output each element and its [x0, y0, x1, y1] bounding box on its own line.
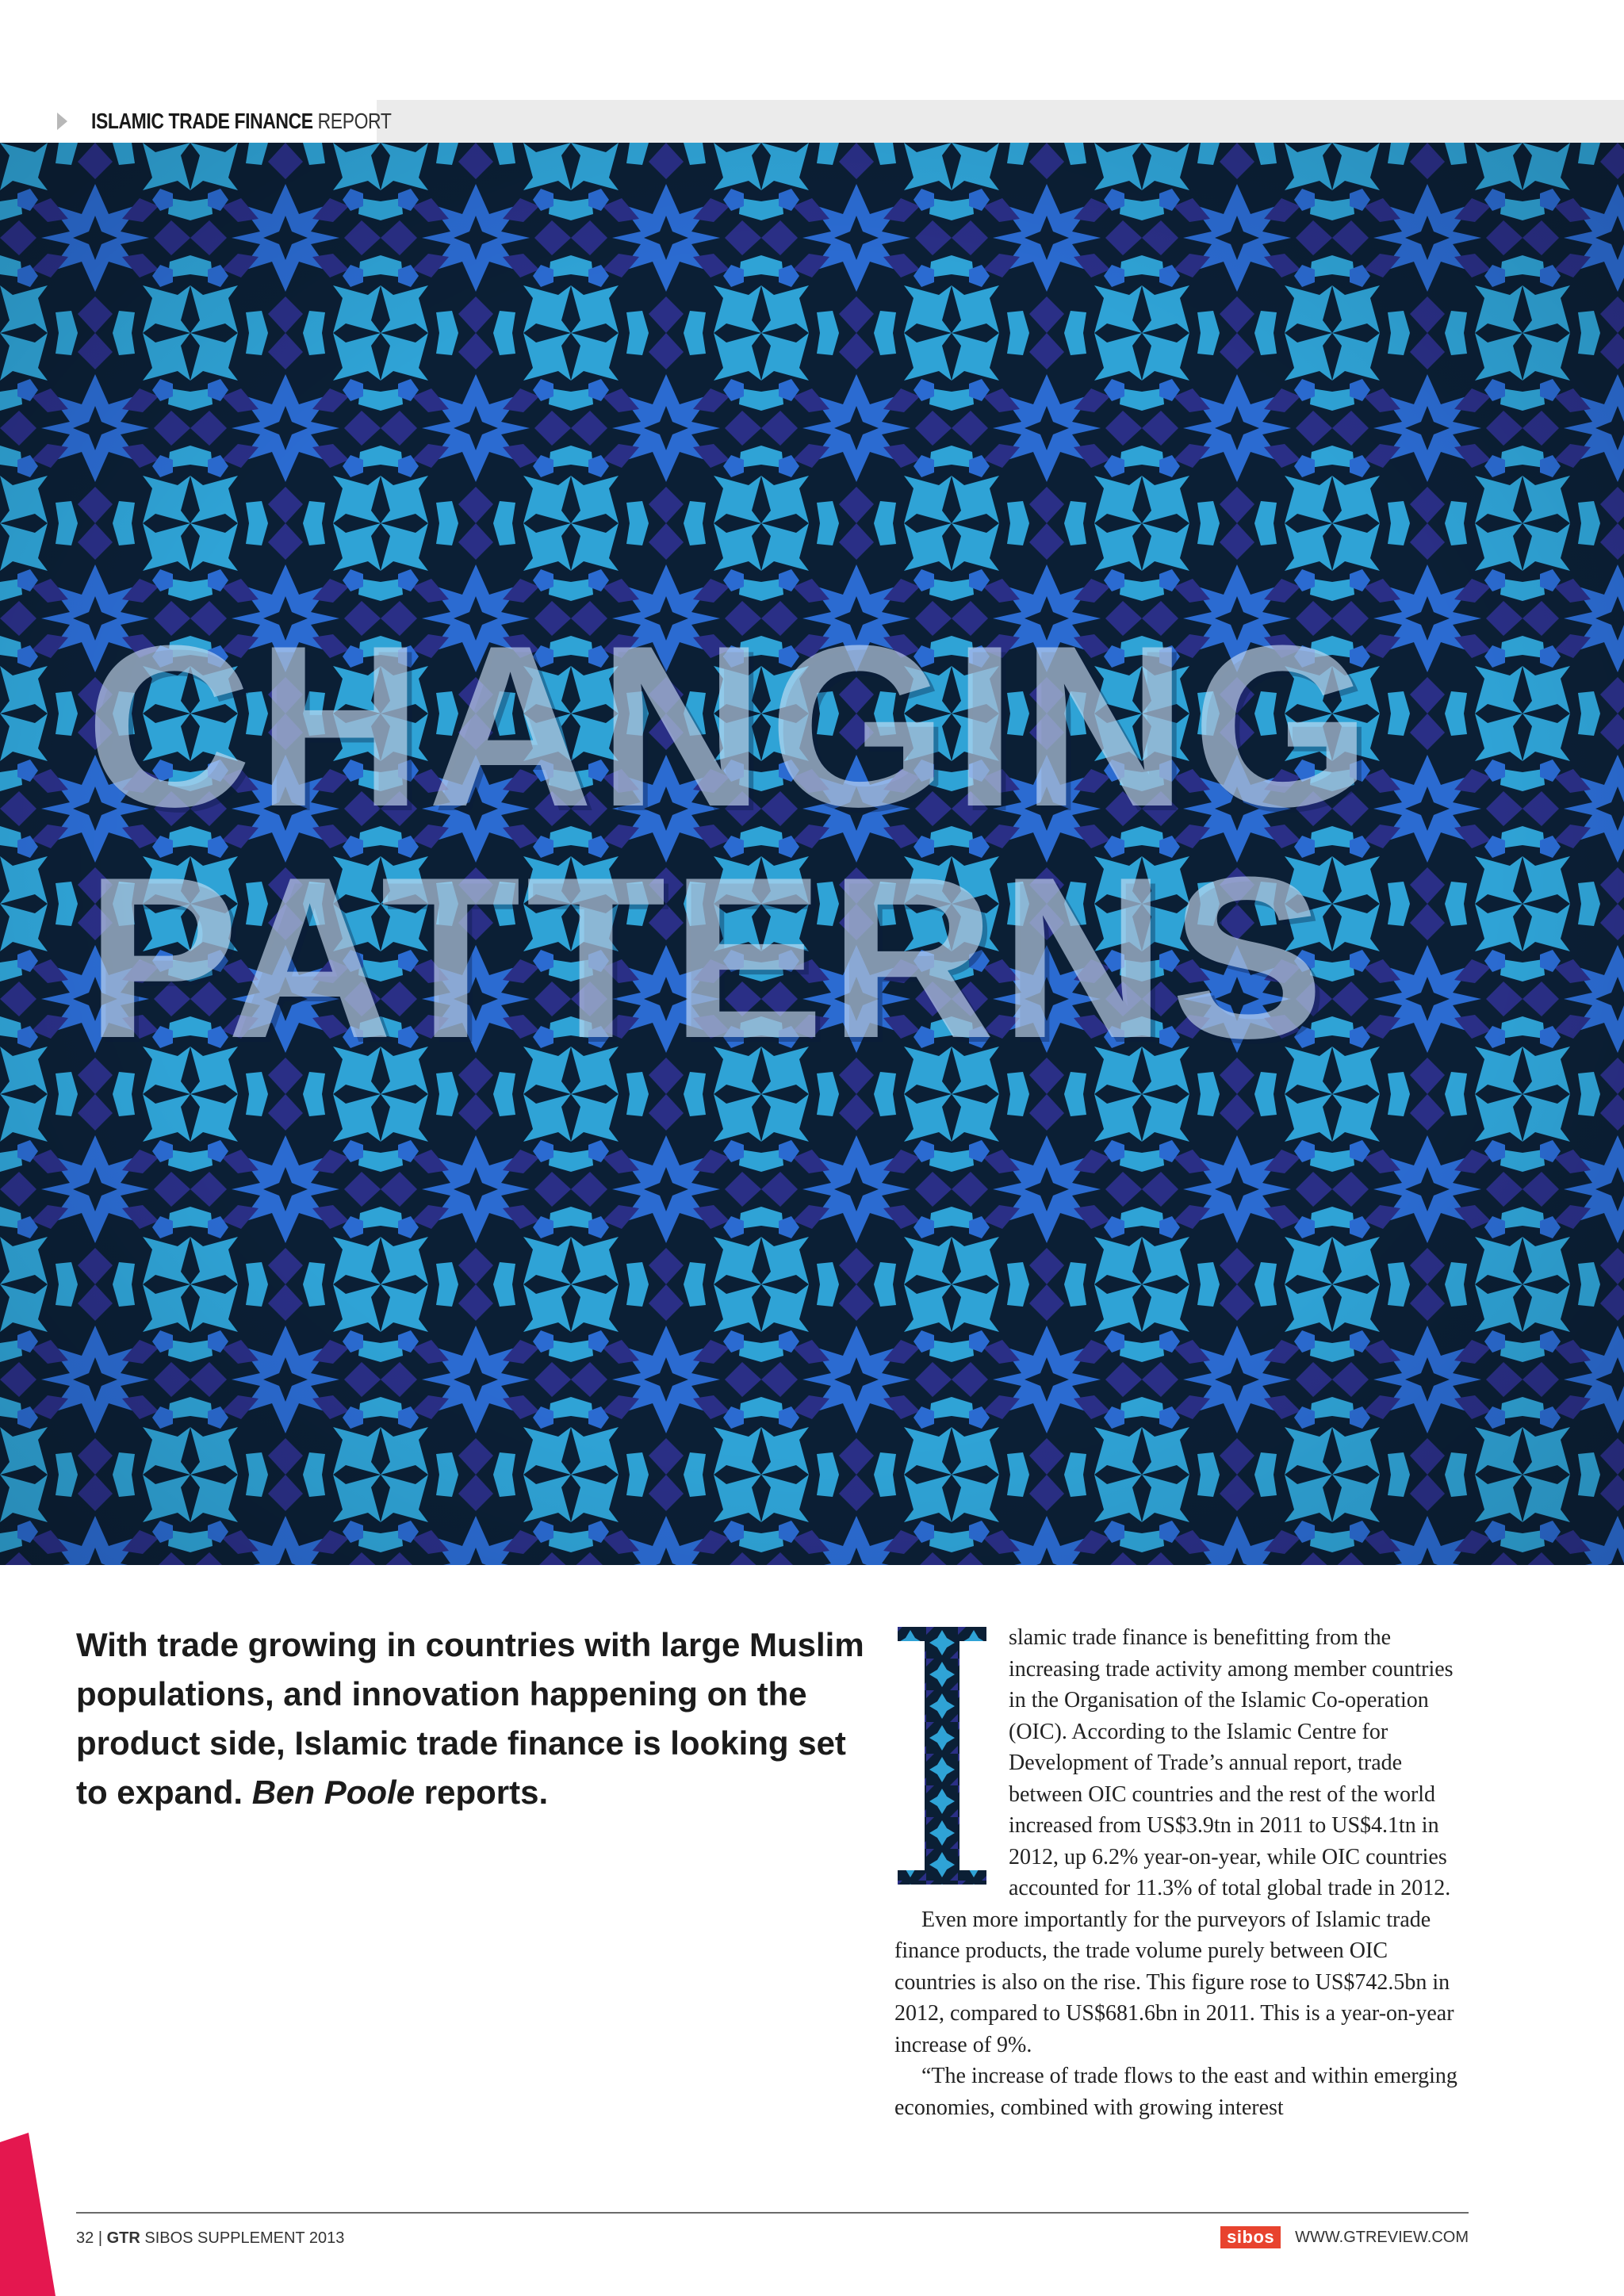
sibos-logo: sibos — [1220, 2226, 1281, 2248]
hero-title-line-2: PATTERNS — [86, 829, 1329, 1086]
publication-name: GTR — [106, 2229, 140, 2247]
article-paragraph-3: “The increase of trade flows to the east and within emerging economies, combined with growing interest — [894, 2064, 1457, 2120]
hero-title-line-1: CHANGING — [86, 598, 1376, 855]
hero-title — [86, 598, 1376, 1086]
author-name: Ben Poole — [251, 1774, 416, 1811]
hero-pattern-image — [0, 143, 1624, 1565]
dropcap-graphic — [894, 1627, 990, 1885]
section-label — [91, 109, 391, 134]
website-url: WWW.GTREVIEW.COM — [1295, 2228, 1469, 2246]
footer-rule — [76, 2212, 1469, 2214]
supplement-name: SIBOS SUPPLEMENT 2013 — [144, 2229, 345, 2247]
standfirst-lead: With trade growing in countries with large Muslim populations, and innovation happening on the product side, Islamic trade finance is looking set to expand. — [76, 1626, 864, 1811]
footer-folio — [76, 2229, 344, 2248]
folio-separator: | — [98, 2229, 103, 2247]
play-arrow-icon — [57, 113, 67, 130]
section-label-light: REPORT — [317, 109, 392, 133]
standfirst-tail: reports. — [423, 1774, 549, 1811]
footer-right — [1220, 2226, 1469, 2248]
section-label-bold: ISLAMIC TRADE FINANCE — [91, 109, 313, 133]
section-tab — [0, 100, 392, 143]
standfirst — [76, 1621, 869, 1817]
article-paragraph-1-text: slamic trade finance is benefitting from the increasing trade activity among member countries in the Organisation of the Islamic Co-operation (OIC). According to the Islamic Centre for Development of Trade’s annual report, trade between OIC countries and the rest of the world increased from US$3.9tn in 2011 to US$4.1tn in 2012, up 6.2% year-on-year, while OIC countries accounted for 11.3% of total global trade in 2012. — [1009, 1625, 1454, 1900]
article-paragraph-2: Even more importantly for the purveyors of Islamic trade finance products, the trade volume purely between OIC countries is also on the rise. This figure rose to US$742.5bn in 2012, compared to US$681.6bn in 2011. This is a year-on-year increase of 9%. — [894, 1907, 1454, 2057]
corner-accent-shape — [0, 2133, 56, 2296]
article-body — [894, 1622, 1470, 2123]
page-number: 32 — [76, 2229, 94, 2247]
